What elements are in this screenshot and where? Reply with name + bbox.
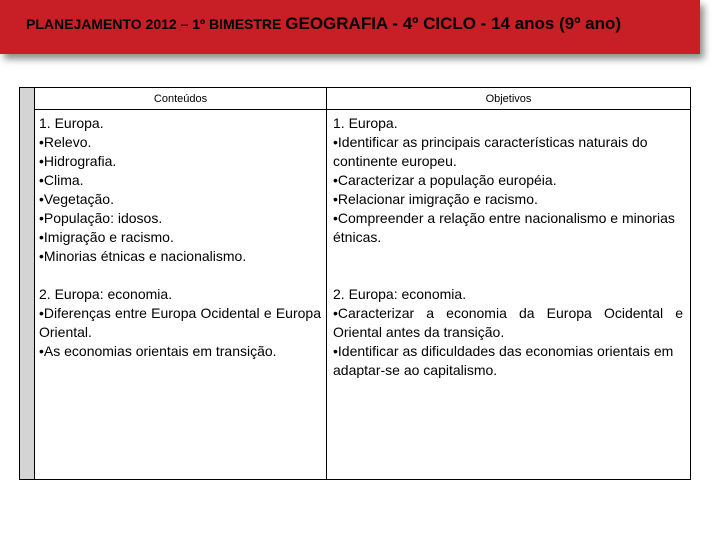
table-grid: [35, 88, 690, 479]
objectives-item: •Identificar as dificuldades das economias orientais em adaptar-se ao capitalismo.: [333, 343, 674, 378]
objectives-item: •Caracterizar a economia da Europa Ocidental e Oriental antes da transição.: [333, 305, 683, 340]
contents-column: [39, 114, 321, 361]
planning-table: [19, 87, 691, 480]
contents-item: •As economias orientais em transição.: [39, 343, 277, 359]
contents-item: •Diferenças entre Europa Ocidental e Europa Oriental.: [39, 305, 321, 340]
title-part-1: PLANEJAMENTO 2012 – 1º BIMESTRE: [26, 16, 286, 32]
contents-item: •População: idosos.: [39, 210, 163, 226]
contents-section2-heading: 2. Europa: economia.: [39, 286, 173, 302]
title-part-2: GEOGRAFIA - 4º CICLO - 14 anos (9º ano): [285, 14, 622, 33]
contents-item: •Minorias étnicas e nacionalismo.: [39, 248, 247, 264]
contents-item: •Clima.: [39, 172, 84, 188]
objectives-item: •Caracterizar a população européia.: [333, 172, 557, 188]
contents-section1-heading: 1. Europa.: [39, 115, 104, 131]
objectives-section2-heading: 2. Europa: economia.: [333, 286, 467, 302]
header-conteudos: Conteúdos: [35, 88, 327, 110]
header-objetivos: Objetivos: [327, 88, 690, 110]
contents-item: •Imigração e racismo.: [39, 229, 174, 245]
objectives-item: •Compreender a relação entre nacionalismo e minorias étnicas.: [333, 210, 675, 245]
column-divider: [326, 110, 327, 479]
contents-item: •Relevo.: [39, 134, 92, 150]
contents-item: •Vegetação.: [39, 191, 114, 207]
page-title: [26, 14, 621, 34]
objectives-section1-heading: 1. Europa.: [333, 115, 398, 131]
objectives-column: [333, 114, 683, 380]
objectives-item: •Relacionar imigração e racismo.: [333, 191, 538, 207]
objectives-item: •Identificar as principais características naturais do continente europeu.: [333, 134, 648, 169]
contents-item: •Hidrografia.: [39, 153, 117, 169]
title-banner: [0, 0, 700, 54]
row-header-strip: [20, 88, 35, 479]
